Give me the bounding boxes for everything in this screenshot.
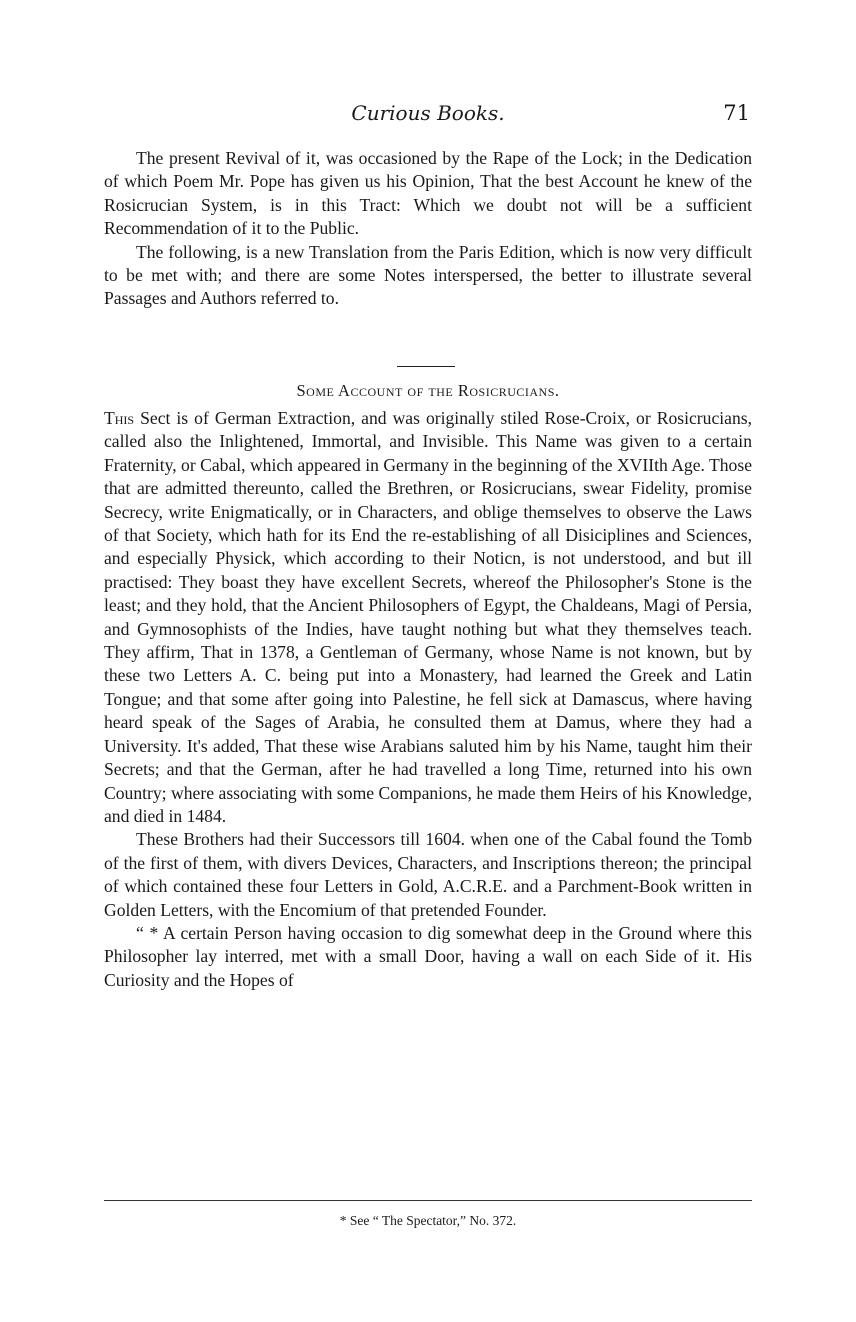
section-divider [397,366,455,367]
body-paragraph-2: These Brothers had their Successors till 1604. when one of the Cabal found the Tomb of the first of them, with divers Devices, Characters, and Inscriptions thereon; the principal of which contained these four Letters in Gold, A.C.R.E. and a Parchment-Book written in Golden Letters, with the Encomium of that pretended Founder. [104,829,752,920]
intro-paragraph-2: The following, is a new Translation from the Paris Edition, which is now very difficult to be met with; and there are some Notes interspersed, the better to illustrate several Passages and Authors referred to. [104,241,752,309]
running-title: Curious Books. [351,101,505,125]
opening-word: This [104,408,135,428]
body-paragraph-1-text: Sect is of German Extraction, and was originally stiled Rose-Croix, or Rosicrucians, called also the Inlightened, Immortal, and Invisible. This Name was given to a certain Fraternity, or Cabal, which appeared in Germany in the beginning of the XVIIth Age. Those that are admitted thereunto, called the Brethren, or Rosicrucians, swear Fidelity, promise Secrecy, write Enigmatically, or in Characters, and oblige themselves to observe the Laws of that Society, which hath for its End the re-establishing of all Disiciplines and Sciences, and especially Physick, which according to their Noticn, is not understood, and but ill practised: They boast they have excellent Secrets, whereof the Philosopher's Stone is the least; and they hold, that the Ancient Philosophers of Egypt, the Chaldeans, Magi of Persia, and Gymnosophists of the Indies, have taught nothing but what they themselves teach. They affirm, That in 1378, a Gentleman of Germany, whose Name is not known, but by these two Letters A. C. being put into a Monastery, had learned the Greek and Latin Tongue; and that some after going into Palestine, he fell sick at Damascus, where having heard speak of the Sages of Arabia, he consulted them at Damus, where they had a University. It's added, That these wise Arabians saluted him by his Name, taught him their Secrets; and that the German, after he had travelled a long Time, returned into his own Country; where associating with some Companions, he made them Heirs of his Knowledge, and died in 1484. [104,408,752,826]
running-head [104,98,752,128]
intro-paragraph-1: The present Revival of it, was occasioned by the Rape of the Lock; in the Dedication of which Poem Mr. Pope has given us his Opinion, That the best Account he knew of the Rosicrucian System, is in this Tract: Which we doubt not will be a sufficient Recommendation of it to the Public. [104,148,752,239]
page-number: 71 [723,101,750,125]
section-body [104,407,752,992]
body-paragraph-1 [104,407,752,828]
book-page [104,0,752,1322]
section-heading: Some Account of the Rosicrucians. [296,381,560,400]
body-paragraph-3: “ * A certain Person having occasion to dig somewhat deep in the Ground where this Philosopher lay interred, met with a small Door, having a wall on each Side of it. His Curiosity and the Hopes of [104,922,752,990]
intro-text [104,147,752,311]
footnote: * See “ The Spectator,” No. 372. [339,1213,517,1228]
footnote-rule [104,1200,752,1201]
